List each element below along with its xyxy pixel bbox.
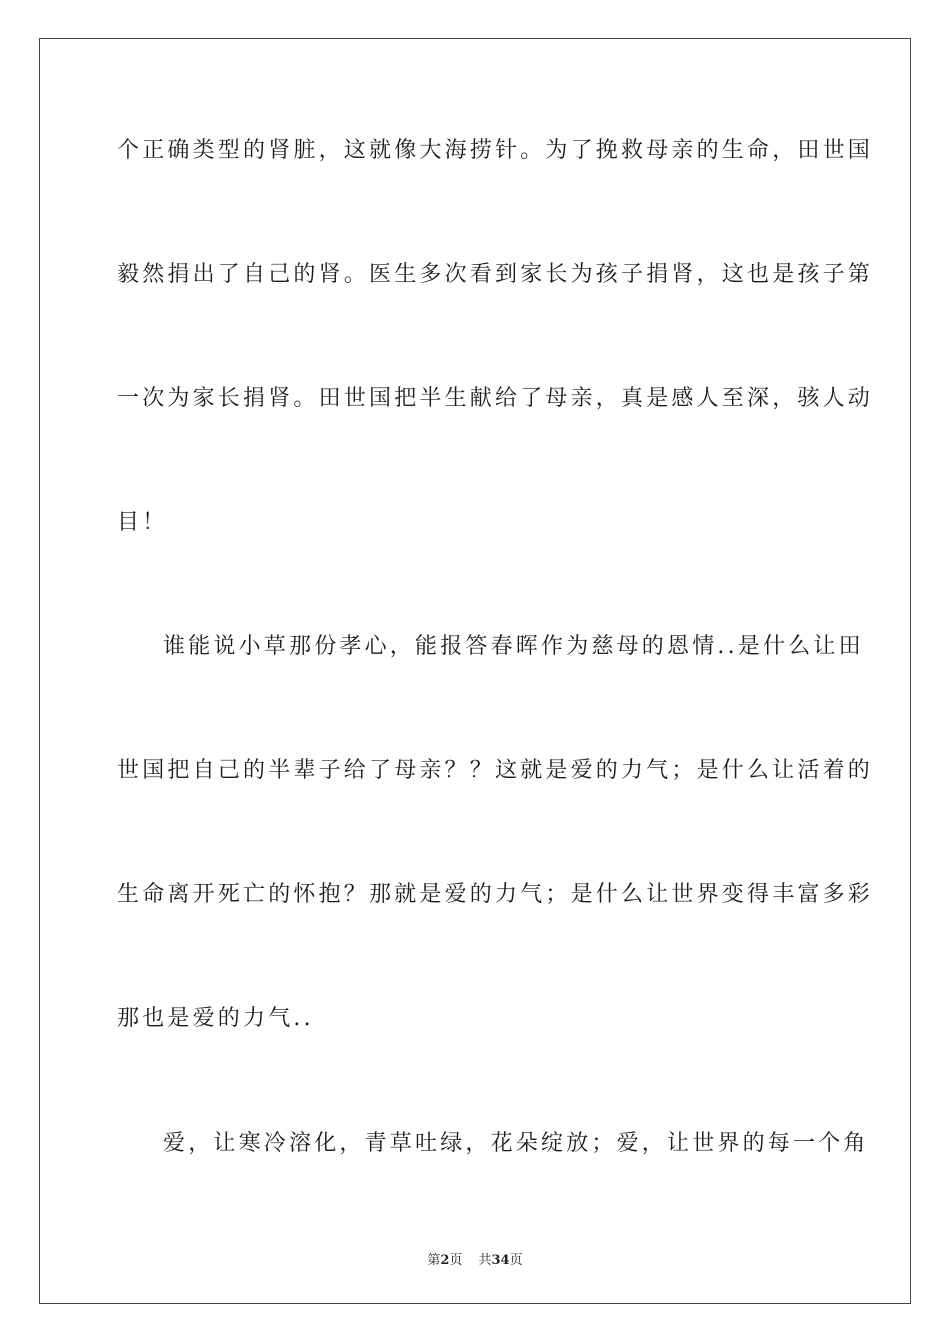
text-line-3: 一次为家长捐肾。田世国把半生献给了母亲，真是感人至深，骇人动 [117,386,874,411]
text-line-4: 目！ [117,510,168,535]
text-line-9: 爱，让寒冷溶化，青草吐绿，花朵绽放；爱，让世界的每一个角 [163,1131,869,1156]
page-suffix: 页 [449,1253,463,1268]
total-pages: 34 [491,1253,510,1268]
total-prefix: 共 [478,1253,492,1268]
total-suffix: 页 [509,1253,523,1268]
text-line-8: 那也是爱的力气.. [117,1006,314,1031]
text-line-6: 世国把自己的半辈子给了母亲？？这就是爱的力气；是什么让活着的 [117,758,874,783]
text-line-2: 毅然捐出了自己的肾。医生多次看到家长为孩子捐肾，这也是孩子第 [117,262,874,287]
text-line-1: 个正确类型的肾脏，这就像大海捞针。为了挽救母亲的生命，田世国 [117,138,874,163]
page-prefix: 第 [427,1253,441,1268]
page-number: 2 [440,1253,450,1268]
page-footer [0,1249,950,1268]
page-frame [39,38,911,1304]
text-line-5: 谁能说小草那份孝心，能报答春晖作为慈母的恩情..是什么让田 [163,634,864,659]
text-line-7: 生命离开死亡的怀抱？那就是爱的力气；是什么让世界变得丰富多彩 [117,882,874,907]
